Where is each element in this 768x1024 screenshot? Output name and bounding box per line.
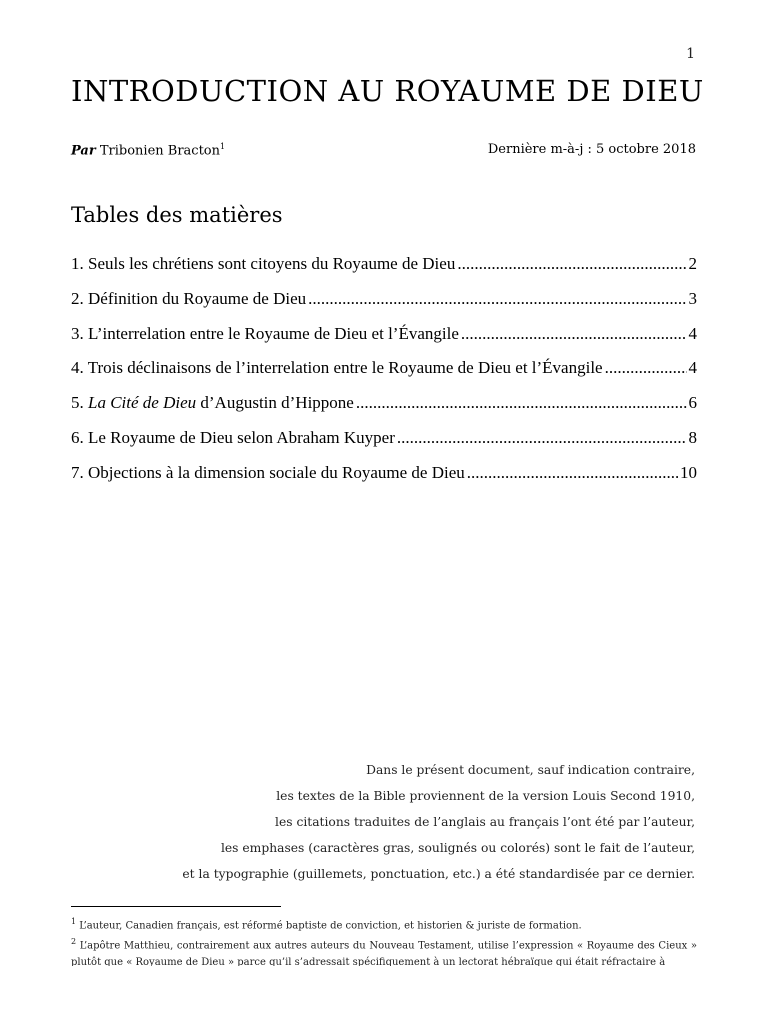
toc-entry-italic-text: La Cité de Dieu bbox=[88, 393, 197, 413]
toc-entry[interactable] bbox=[71, 289, 697, 323]
toc-entry-title[interactable] bbox=[71, 428, 395, 448]
notice-line: Dans le présent document, sauf indication contraire, bbox=[366, 763, 695, 777]
toc-entry-page[interactable]: 4 bbox=[688, 323, 697, 343]
footnote-separator bbox=[71, 906, 281, 907]
dot-leader bbox=[605, 358, 687, 378]
toc-entry-text: d’Augustin d’Hippone bbox=[196, 393, 354, 413]
toc-entry-title[interactable] bbox=[71, 358, 603, 378]
byline-par: Par bbox=[71, 143, 96, 159]
toc-entry[interactable] bbox=[71, 254, 697, 288]
toc-entry-page[interactable]: 8 bbox=[688, 427, 697, 447]
footnotes bbox=[71, 914, 697, 966]
toc-entry-title[interactable] bbox=[71, 254, 455, 274]
notice-line: les citations traduites de l’anglais au français l’ont été par l’auteur, bbox=[275, 815, 695, 829]
toc-entry-number: 6. bbox=[71, 427, 84, 447]
toc-entry-text: L’interrelation entre le Royaume de Dieu et l’Évangile bbox=[88, 323, 459, 343]
toc-entry[interactable] bbox=[71, 358, 697, 392]
toc-entry-title[interactable] bbox=[71, 324, 459, 344]
toc-entry-page[interactable]: 10 bbox=[680, 462, 697, 482]
footnote-mark: 1 bbox=[71, 917, 77, 926]
document-title: INTRODUCTION AU ROYAUME DE DIEU bbox=[71, 74, 704, 108]
toc-entry-number: 1. bbox=[71, 254, 84, 273]
toc-entry-number: 4. bbox=[71, 358, 84, 378]
toc-heading: Tables des matières bbox=[71, 203, 283, 227]
toc-entry-text: Objections à la dimension sociale du Royaume de Dieu bbox=[88, 462, 465, 482]
footnote-text: L’apôtre Matthieu, contrairement aux autres auteurs du Nouveau Testament, utilise l’expression « Royaume des Cieux » plutôt que « Royaume de Dieu » parce qu’il s’adressait spécifiquement à un lectorat hébraïque qui était réfractaire à bbox=[71, 940, 697, 967]
footnote bbox=[71, 934, 697, 966]
toc-entry-title[interactable] bbox=[71, 289, 306, 309]
toc-entry-number: 7. bbox=[71, 462, 84, 482]
toc-entry-text: Seuls les chrétiens sont citoyens du Royaume de Dieu bbox=[88, 254, 456, 273]
author-name: Tribonien Bracton bbox=[99, 143, 220, 159]
footnote-text: L’auteur, Canadien français, est réformé baptiste de conviction, et historien & juriste de formation. bbox=[79, 920, 582, 932]
byline bbox=[71, 142, 225, 158]
dot-leader bbox=[461, 324, 687, 344]
toc-entry-title[interactable] bbox=[71, 393, 354, 413]
notice-line: les textes de la Bible proviennent de la version Louis Second 1910, bbox=[276, 789, 695, 803]
toc-entry[interactable] bbox=[71, 393, 697, 427]
toc-entry-page[interactable]: 6 bbox=[688, 393, 697, 413]
notice-line: et la typographie (guillemets, ponctuation, etc.) a été standardisée par ce dernier. bbox=[182, 867, 695, 881]
dot-leader bbox=[356, 393, 687, 413]
toc-entry-number: 5. bbox=[71, 393, 84, 413]
table-of-contents bbox=[71, 254, 697, 498]
dot-leader bbox=[397, 428, 687, 448]
page-number: 1 bbox=[686, 46, 695, 62]
toc-entry-title[interactable] bbox=[71, 463, 465, 483]
dot-leader bbox=[457, 254, 686, 274]
toc-entry-number: 3. bbox=[71, 323, 84, 343]
toc-entry-number: 2. bbox=[71, 288, 84, 308]
footnote-ref[interactable]: 1 bbox=[220, 142, 226, 151]
toc-entry-text: Le Royaume de Dieu selon Abraham Kuyper bbox=[88, 427, 395, 447]
toc-entry-text: Définition du Royaume de Dieu bbox=[88, 288, 307, 308]
toc-entry-page[interactable]: 4 bbox=[688, 358, 697, 378]
dot-leader bbox=[308, 289, 686, 309]
toc-entry-page[interactable]: 3 bbox=[688, 288, 697, 308]
dot-leader bbox=[467, 463, 678, 483]
toc-entry-text: Trois déclinaisons de l’interrelation entre le Royaume de Dieu et l’Évangile bbox=[87, 358, 603, 378]
toc-entry-page[interactable]: 2 bbox=[688, 254, 697, 273]
notice-line: les emphases (caractères gras, soulignés ou colorés) sont le fait de l’auteur, bbox=[220, 841, 695, 855]
toc-entry[interactable] bbox=[71, 324, 697, 358]
toc-entry[interactable] bbox=[71, 428, 697, 462]
editorial-notice bbox=[135, 757, 695, 887]
footnote bbox=[71, 914, 697, 934]
last-updated: Dernière m-à-j : 5 octobre 2018 bbox=[487, 142, 696, 157]
footnote-mark: 2 bbox=[71, 937, 77, 947]
toc-entry[interactable] bbox=[71, 463, 697, 497]
